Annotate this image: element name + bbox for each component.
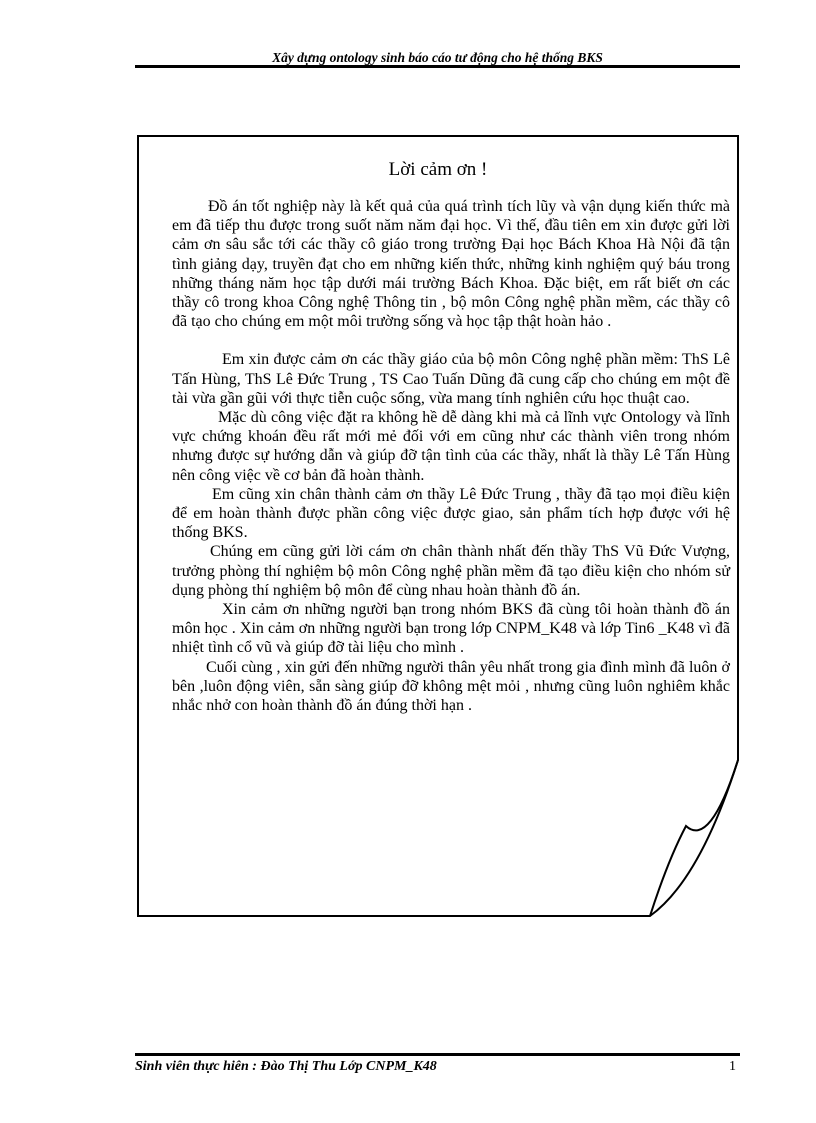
running-header: Xây dựng ontology sinh báo cáo tư động cho hệ thống BKS xyxy=(272,50,603,65)
acknowledgement-body xyxy=(172,197,730,715)
paragraph: Chúng em cũng gửi lời cám ơn chân thành nhất đến thầy ThS Vũ Đức Vượng, trưởng phòng thí nghiệm bộ môn Công nghệ phần mềm đã tạo điều kiện cho nhóm sử dụng phòng thí nghiệm bộ môn để cùng nhau hoàn thành đồ án. xyxy=(172,543,730,599)
paragraph: Mặc dù công việc đặt ra không hề dễ dàng khi mà cả lĩnh vực Ontology và lĩnh vực chứng khoán đều rất mới mẻ đối với em cũng như các thành viên trong nhóm nhưng được sự hướng dẫn và giúp đỡ tận tình của các thầy, nhất là thầy Lê Tấn Hùng nên công việc về cơ bản đã hoàn thành. xyxy=(172,409,730,484)
page-curl-flap xyxy=(650,760,738,916)
page-title: Lời cảm ơn ! xyxy=(388,159,488,180)
page-number: 1 xyxy=(729,1059,736,1074)
paragraph: Em xin được cảm ơn các thầy giáo của bộ môn Công nghệ phần mềm: ThS Lê Tấn Hùng, ThS Lê Đức Trung , TS Cao Tuấn Dũng đã cung cấp cho chúng em một đề tài vừa gần gũi với thực tiễn cuộc sống, vừa mang tính nghiên cứu học thuật cao. xyxy=(172,351,730,407)
paragraph: Cuối cùng , xin gửi đến những người thân yêu nhất trong gia đình mình đã luôn ở bên ,luôn động viên, sẵn sàng giúp đỡ không mệt mỏi , nhưng cũng luôn nghiêm khắc nhắc nhở con hoàn thành đồ án đúng thời hạn . xyxy=(172,658,730,715)
footer-author: Sinh viên thực hiên : Đào Thị Thu Lớp CNPM_K48 xyxy=(135,1059,437,1074)
paragraph: Đồ án tốt nghiệp này là kết quả của quá trình tích lũy và vận dụng kiến thức mà em đã tiếp thu được trong suốt năm năm đại học. Vì thế, đầu tiên em xin được gửi lời cảm ơn sâu sắc tới các thầy cô giáo trong trường Đại học Bách Khoa Hà Nội đã tận tình giảng dạy, truyền đạt cho em những kiến thức, những kinh nghiệm quý báu trong những tháng năm học tập dưới mái trường Bách Khoa. Đặc biệt, em rất biết ơn các thầy cô trong khoa Công nghệ Thông tin , bộ môn Công nghệ phần mềm, các thầy cô đã tạo cho chúng em một môi trường sống và học tập thật hoàn hảo . xyxy=(172,198,730,331)
paragraph: Em cũng xin chân thành cảm ơn thầy Lê Đức Trung , thầy đã tạo mọi điều kiện để em hoàn thành được phần công việc được giao, sản phẩm tích hợp được với hệ thống BKS. xyxy=(172,485,730,542)
paragraph: Xin cảm ơn những người bạn trong nhóm BKS đã cùng tôi hoàn thành đồ án môn học . Xin cảm ơn những người bạn trong lớp CNPM_K48 và lớp Tin6 _K48 vì đã nhiệt tình cổ vũ và giúp đỡ tài liệu cho mình . xyxy=(172,601,730,657)
footer-rule xyxy=(135,1053,740,1056)
